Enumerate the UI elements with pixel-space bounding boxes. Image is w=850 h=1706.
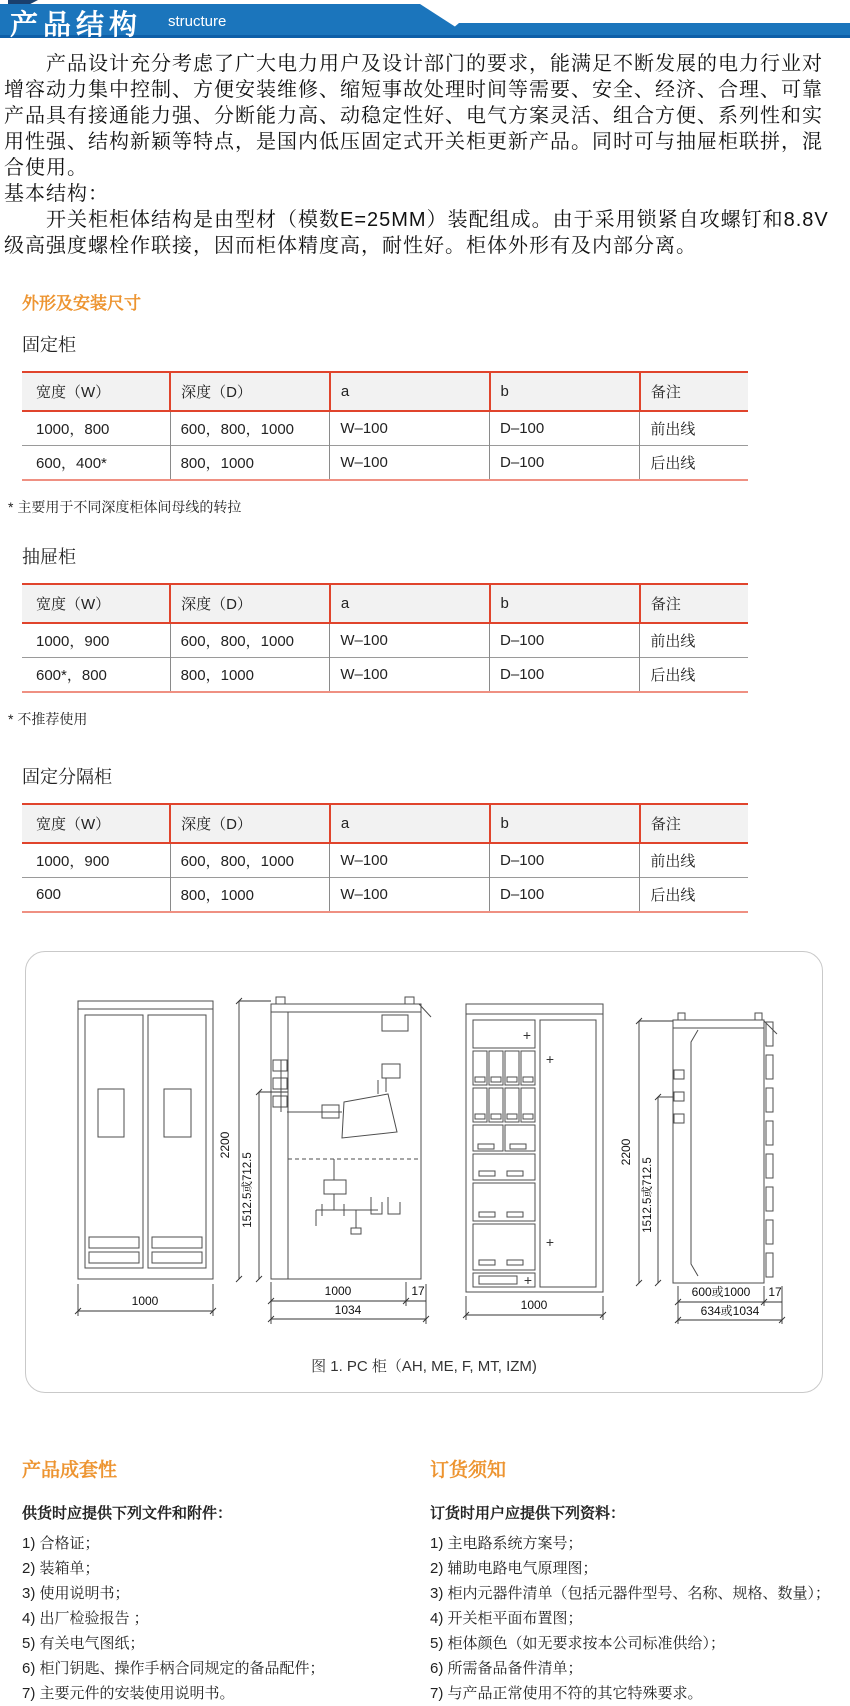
completeness-item: 7) 主要元件的安装使用说明书。 xyxy=(22,1685,235,1702)
completeness-item: 6) 柜门钥匙、操作手柄合同规定的备品配件； xyxy=(22,1660,325,1677)
table-cell: 1000，900 xyxy=(36,853,110,870)
page-title: 产品结构 xyxy=(10,9,143,40)
intro-line: 合使用。 xyxy=(4,157,88,179)
fixed-cabinet-table xyxy=(22,371,748,481)
column-header: 深度（D） xyxy=(170,804,330,843)
completeness-item: 2) 装箱单； xyxy=(22,1560,100,1577)
dim-drawer-front-width: 1000 xyxy=(520,1298,548,1312)
ordering-section xyxy=(430,1455,848,1706)
intro-line: 基本结构： xyxy=(4,183,109,205)
page-subtitle: structure xyxy=(168,13,227,30)
table-cell: W–100 xyxy=(330,411,490,446)
table-row xyxy=(22,623,748,658)
table-cell: D–100 xyxy=(490,878,640,913)
dim-fixed-side-frame: 17 xyxy=(411,1284,425,1298)
plus-mark: + xyxy=(523,1272,533,1288)
column-header: 宽度（W） xyxy=(22,372,170,411)
column-header: b xyxy=(490,804,640,843)
drawer-cabinet-footnote: * 不推荐使用 xyxy=(8,711,88,727)
column-header: 备注 xyxy=(640,584,748,623)
fixed-cabinet-footnote: * 主要用于不同深度柜体间母线的转拉 xyxy=(8,499,242,515)
table-cell: W–100 xyxy=(330,623,490,658)
table-cell: 后出线 xyxy=(640,446,748,481)
intro-paragraphs xyxy=(4,51,846,259)
completeness-item: 3) 使用说明书； xyxy=(22,1585,130,1602)
table-cell: D–100 xyxy=(490,843,640,878)
table-cell: 前出线 xyxy=(640,843,748,878)
table-row xyxy=(22,411,748,446)
table-cell: 1000，900 xyxy=(36,633,110,650)
column-header: 深度（D） xyxy=(170,372,330,411)
table-cell: 600 xyxy=(36,886,62,903)
table-header-row xyxy=(22,372,748,411)
column-header: 备注 xyxy=(640,804,748,843)
table-cell: D–100 xyxy=(490,658,640,693)
table-cell: 600，800，1000 xyxy=(170,623,330,658)
table-cell: 前出线 xyxy=(640,411,748,446)
dim-drawer-side-depth: 600或1000 xyxy=(691,1285,751,1299)
ordering-item: 7) 与产品正常使用不符的其它特殊要求。 xyxy=(430,1685,703,1702)
column-header: b xyxy=(490,372,640,411)
table-cell: 600，800，1000 xyxy=(170,411,330,446)
table-heading-divided-cabinet: 固定分隔柜 xyxy=(22,767,112,787)
completeness-list xyxy=(22,1531,430,1706)
column-header: a xyxy=(330,372,490,411)
page-banner xyxy=(0,0,850,40)
drawer-front-plus-marks xyxy=(523,1027,554,1288)
ordering-intro: 订货时用户应提供下列资料： xyxy=(430,1505,626,1522)
completeness-item: 5) 有关电气图纸； xyxy=(22,1635,145,1652)
ordering-item: 3) 柜内元器件清单（包括元器件型号、名称、规格、数量）； xyxy=(430,1585,831,1602)
table-cell: 1000，800 xyxy=(36,421,110,438)
ordering-item: 5) 柜体颜色（如无要求按本公司标准供给）； xyxy=(430,1635,726,1652)
table-row xyxy=(22,843,748,878)
intro-line: 产品具有接通能力强、分断能力高、动稳定性好、电气方案灵活、组合方便、系列性和实 xyxy=(4,105,823,127)
cabinet-dimension-diagram xyxy=(26,952,822,1342)
figure-box xyxy=(25,951,823,1393)
table-cell: 前出线 xyxy=(640,623,748,658)
table-cell: 800，1000 xyxy=(170,878,330,913)
intro-line: 级高强度螺栓作联接，因而柜体精度高，耐性好。柜体外形有及内部分离。 xyxy=(4,235,697,257)
plus-mark: + xyxy=(522,1027,532,1043)
table-header-row xyxy=(22,804,748,843)
table-cell: D–100 xyxy=(490,411,640,446)
dim-fixed-side-panel-height: 1512.5或712.5 xyxy=(242,1152,254,1228)
completeness-item: 4) 出厂检验报告 ； xyxy=(22,1610,149,1627)
dim-drawer-side-frame: 17 xyxy=(768,1285,782,1299)
table-cell: 800，1000 xyxy=(170,446,330,481)
column-header: 宽度（W） xyxy=(22,584,170,623)
plus-mark: + xyxy=(545,1234,555,1250)
column-header: 备注 xyxy=(640,372,748,411)
dim-fixed-front-width: 1000 xyxy=(131,1294,159,1308)
column-header: 宽度（W） xyxy=(22,804,170,843)
table-heading-drawer-cabinet: 抽屉柜 xyxy=(22,547,76,567)
dim-drawer-side-panel-height: 1512.5或712.5 xyxy=(642,1157,654,1233)
table-cell: W–100 xyxy=(330,843,490,878)
table-cell: W–100 xyxy=(330,878,490,913)
banner-strip-shape xyxy=(445,23,850,35)
dim-fixed-side-inner-width: 1000 xyxy=(324,1284,352,1298)
table-cell: 后出线 xyxy=(640,878,748,913)
column-header: a xyxy=(330,804,490,843)
intro-line: 产品设计充分考虑了广大电力用户及设计部门的要求，能满足不断发展的电力行业对 xyxy=(4,53,823,75)
fixed-side-dimension-lines xyxy=(236,998,288,1282)
column-header: 深度（D） xyxy=(170,584,330,623)
column-header: a xyxy=(330,584,490,623)
ordering-item: 6) 所需备品备件清单； xyxy=(430,1660,583,1677)
table-cell: 600，800，1000 xyxy=(170,843,330,878)
table-cell: W–100 xyxy=(330,446,490,481)
plus-mark: + xyxy=(545,1051,555,1067)
drawer-cabinet-table xyxy=(22,583,748,693)
bottom-sections xyxy=(22,1455,850,1706)
table-cell: D–100 xyxy=(490,623,640,658)
completeness-section xyxy=(22,1455,430,1706)
ordering-item: 4) 开关柜平面布置图； xyxy=(430,1610,583,1627)
table-cell: W–100 xyxy=(330,658,490,693)
ordering-item: 1) 主电路系统方案号； xyxy=(430,1535,583,1552)
completeness-item: 1) 合格证； xyxy=(22,1535,100,1552)
dim-fixed-side-height: 2200 xyxy=(218,1131,232,1159)
fixed-cabinet-front-drawing xyxy=(78,1001,213,1279)
drawer-side-dimension-lines xyxy=(636,1018,673,1286)
table-cell: 600*，800 xyxy=(36,667,107,684)
table-row xyxy=(22,446,748,481)
intro-line: 增容动力集中控制、方便安装维修、缩短事故处理时间等需要、安全、经济、合理、可靠 xyxy=(4,79,823,101)
table-cell: D–100 xyxy=(490,446,640,481)
ordering-item: 2) 辅助电路电气原理图； xyxy=(430,1560,598,1577)
intro-line: 用性强、结构新颖等特点，是国内低压固定式开关柜更新产品。同时可与抽屉柜联拼，混 xyxy=(4,131,823,153)
ordering-list xyxy=(430,1531,848,1706)
drawer-cabinet-side-drawing xyxy=(673,1013,777,1283)
table-heading-fixed-cabinet: 固定柜 xyxy=(22,335,76,355)
drawer-cabinet-front-drawing xyxy=(466,1004,603,1292)
completeness-title: 产品成套性 xyxy=(22,1460,118,1481)
table-cell: 后出线 xyxy=(640,658,748,693)
table-header-row xyxy=(22,584,748,623)
divided-cabinet-table xyxy=(22,803,748,913)
table-row xyxy=(22,658,748,693)
dim-drawer-side-height: 2200 xyxy=(619,1138,633,1166)
dim-fixed-side-overall-width: 1034 xyxy=(334,1303,362,1317)
fixed-cabinet-side-drawing xyxy=(271,997,431,1279)
table-cell: 800，1000 xyxy=(170,658,330,693)
completeness-intro: 供货时应提供下列文件和附件： xyxy=(22,1505,233,1522)
ordering-title: 订货须知 xyxy=(430,1460,507,1481)
figure-caption: 图 1. PC 柜（AH, ME, F, MT, IZM) xyxy=(311,1358,537,1375)
table-cell: 600，400* xyxy=(36,455,107,472)
table-row xyxy=(22,878,748,913)
column-header: b xyxy=(490,584,640,623)
section-title-dimensions: 外形及安装尺寸 xyxy=(22,294,141,313)
intro-line: 开关柜柜体结构是由型材（模数E=25MM）装配组成。由于采用锁紧自攻螺钉和8.8V xyxy=(4,209,829,231)
dim-drawer-side-overall-depth: 634或1034 xyxy=(700,1304,760,1318)
